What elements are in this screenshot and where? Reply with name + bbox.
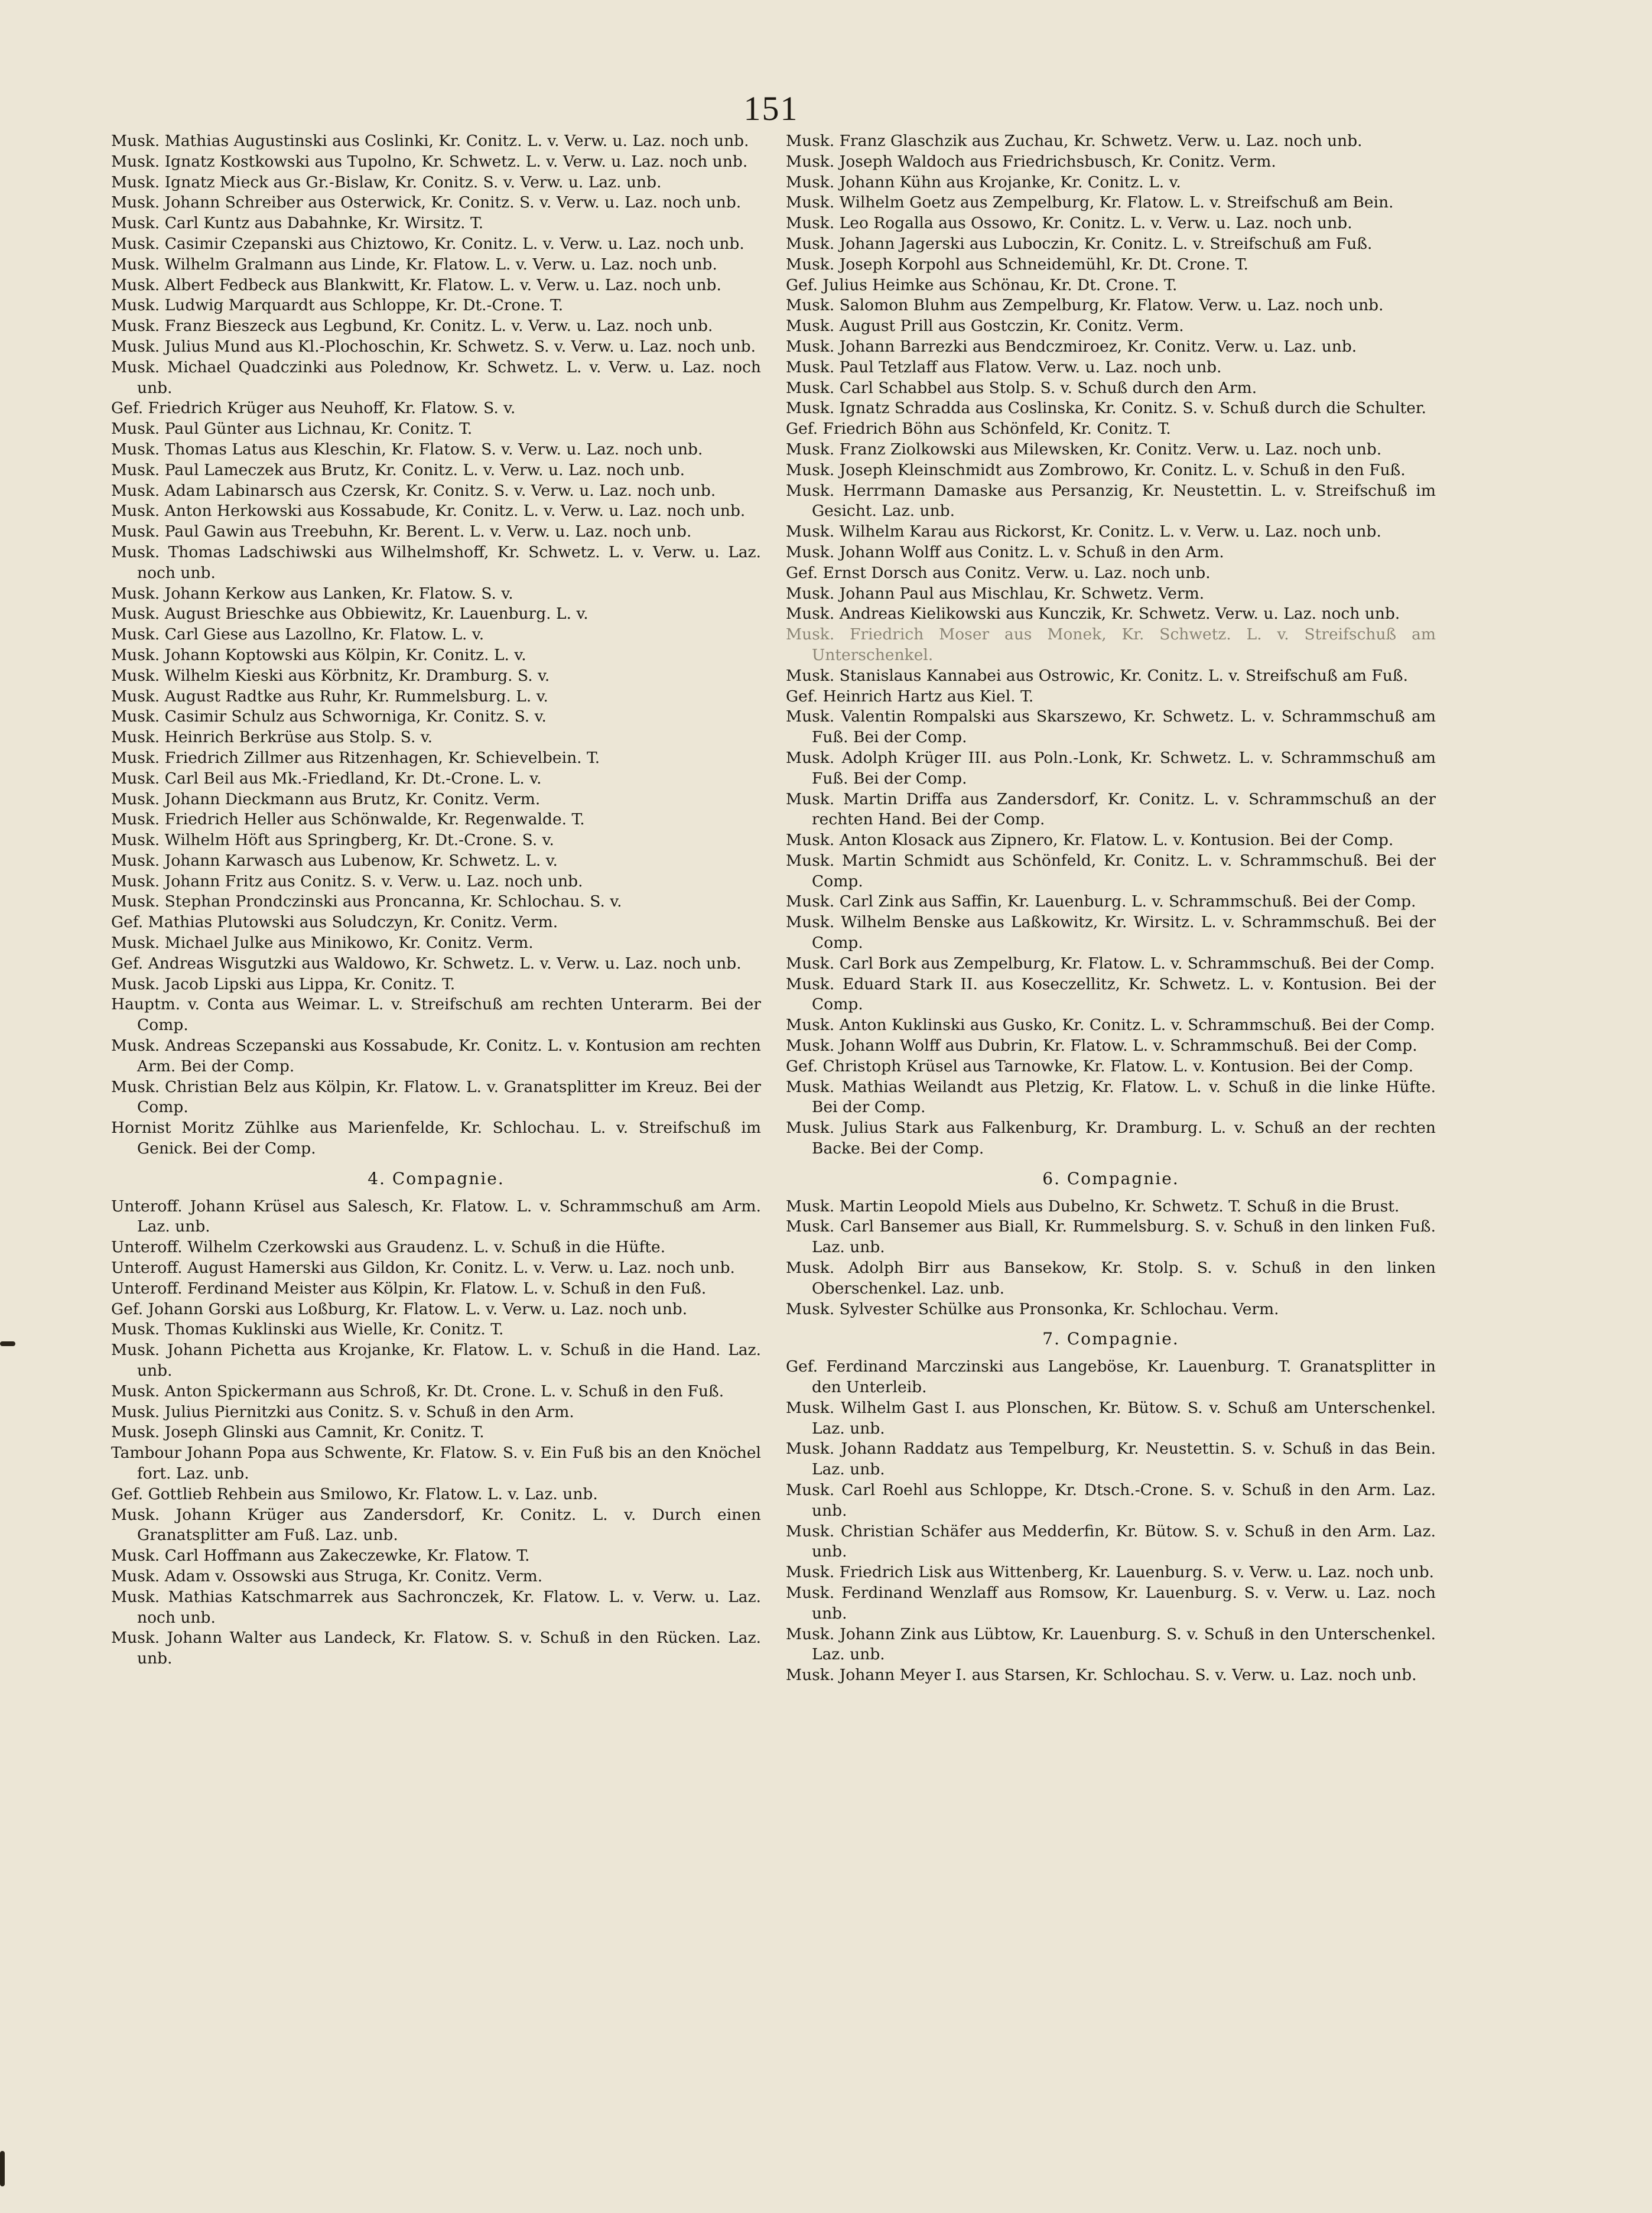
casualty-entry: Musk. Joseph Waldoch aus Friedrichsbusch, Kr. Conitz. Verm.: [786, 152, 1276, 171]
casualty-entry: Unteroff. Wilhelm Czerkowski aus Graudenz. L. v. Schuß in die Hüfte.: [111, 1238, 666, 1257]
casualty-entry: Musk. Anton Spickermann aus Schroß, Kr. Dt. Crone. L. v. Schuß in den Fuß.: [111, 1382, 724, 1400]
casualty-entry: Musk. Eduard Stark II. aus Koseczellitz, Kr. Schwetz. L. v. Kontusion. Bei der Comp.: [786, 974, 1436, 1014]
casualty-entry: Musk. Paul Tetzlaff aus Flatow. Verw. u. Laz. noch unb.: [786, 358, 1222, 376]
casualty-entry: Musk. Christian Schäfer aus Medderfin, Kr. Bütow. S. v. Schuß in den Arm. Laz. unb.: [786, 1522, 1436, 1561]
casualty-entry: Unteroff. Ferdinand Meister aus Kölpin, Kr. Flatow. L. v. Schuß in den Fuß.: [111, 1279, 707, 1298]
casualty-entry: Musk. Julius Mund aus Kl.-Plochoschin, Kr. Schwetz. S. v. Verw. u. Laz. noch unb.: [111, 337, 756, 356]
casualty-entry: Musk. Paul Günter aus Lichnau, Kr. Conitz. T.: [111, 420, 473, 438]
casualty-entry: Musk. Andreas Kielikowski aus Kunczik, Kr. Schwetz. Verw. u. Laz. noch unb.: [786, 605, 1400, 623]
casualty-entry: Musk. Wilhelm Benske aus Laßkowitz, Kr. Wirsitz. L. v. Schrammschuß. Bei der Comp.: [786, 913, 1436, 953]
casualty-entry: Musk. Johann Krüger aus Zandersdorf, Kr. Conitz. L. v. Durch einen Granatsplitter am Fuß. Laz. unb.: [111, 1505, 761, 1545]
casualty-entry: Musk. August Radtke aus Ruhr, Kr. Rummelsburg. L. v.: [111, 687, 548, 706]
casualty-entry: Musk. Anton Kuklinski aus Gusko, Kr. Conitz. L. v. Schrammschuß. Bei der Comp.: [786, 1016, 1435, 1035]
casualty-entry: Musk. Friedrich Lisk aus Wittenberg, Kr. Lauenburg. S. v. Verw. u. Laz. noch unb.: [786, 1563, 1435, 1582]
section-heading: 6. Compagnie.: [1042, 1168, 1179, 1188]
casualty-entry: Musk. Joseph Glinski aus Camnit, Kr. Conitz. T.: [111, 1423, 484, 1442]
casualty-entry: Musk. Johann Pichetta aus Krojanke, Kr. Flatow. L. v. Schuß in die Hand. Laz. unb.: [111, 1341, 761, 1380]
casualty-entry: Musk. Casimir Schulz aus Schworniga, Kr. Conitz. S. v.: [111, 707, 547, 726]
casualty-entry: Musk. Jacob Lipski aus Lippa, Kr. Conitz. T.: [111, 974, 456, 993]
casualty-entry: Musk. Joseph Kleinschmidt aus Zombrowo, Kr. Conitz. L. v. Schuß in den Fuß.: [786, 460, 1406, 479]
casualty-entry: Musk. Joseph Korpohl aus Schneidemühl, Kr. Dt. Crone. T.: [786, 255, 1248, 274]
casualty-entry: Musk. Ferdinand Wenzlaff aus Romsow, Kr. Lauenburg. S. v. Verw. u. Laz. noch unb.: [786, 1583, 1436, 1623]
casualty-entry: Musk. Friedrich Zillmer aus Ritzenhagen, Kr. Schievelbein. T.: [111, 748, 600, 767]
casualty-entry: Musk. Thomas Ladschiwski aus Wilhelmshoff, Kr. Schwetz. L. v. Verw. u. Laz. noch unb.: [111, 542, 761, 582]
casualty-entry: Musk. Sylvester Schülke aus Pronsonka, Kr. Schlochau. Verm.: [786, 1299, 1279, 1318]
casualty-entry: Musk. Leo Rogalla aus Ossowo, Kr. Conitz. L. v. Verw. u. Laz. noch unb.: [786, 214, 1352, 233]
casualty-entry: Musk. Carl Bansemer aus Biall, Kr. Rummelsburg. S. v. Schuß in den linken Fuß. Laz. unb.: [786, 1217, 1436, 1257]
casualty-entry: Musk. Wilhelm Kieski aus Körbnitz, Kr. Dramburg. S. v.: [111, 666, 550, 685]
casualty-entry: Musk. Adolph Birr aus Bansekow, Kr. Stolp. S. v. Schuß in den linken Oberschenkel. Laz. unb.: [786, 1259, 1436, 1298]
casualty-entry: Musk. Carl Hoffmann aus Zakeczewke, Kr. Flatow. T.: [111, 1546, 530, 1565]
casualty-entry: Musk. Stanislaus Kannabei aus Ostrowic, Kr. Conitz. L. v. Streifschuß am Fuß.: [786, 666, 1409, 685]
casualty-entry: Musk. Anton Herkowski aus Kossabude, Kr. Conitz. L. v. Verw. u. Laz. noch unb.: [111, 502, 746, 521]
page-number: 151: [743, 89, 799, 128]
casualty-entry: Musk. Johann Koptowski aus Kölpin, Kr. Conitz. L. v.: [111, 645, 526, 664]
casualty-entry: Musk. Johann Schreiber aus Osterwick, Kr. Conitz. S. v. Verw. u. Laz. noch unb.: [111, 193, 742, 212]
casualty-entry: Musk. Thomas Kuklinski aus Wielle, Kr. Conitz. T.: [111, 1320, 504, 1339]
casualty-entry: Musk. Thomas Latus aus Kleschin, Kr. Flatow. S. v. Verw. u. Laz. noch unb.: [111, 440, 703, 459]
casualty-entry: Musk. Christian Belz aus Kölpin, Kr. Flatow. L. v. Granatsplitter im Kreuz. Bei der Comp.: [111, 1077, 761, 1117]
casualty-entry: Musk. Johann Walter aus Landeck, Kr. Flatow. S. v. Schuß in den Rücken. Laz. unb.: [111, 1629, 761, 1668]
casualty-entry: Musk. Carl Beil aus Mk.-Friedland, Kr. Dt.-Crone. L. v.: [111, 769, 542, 788]
casualty-entry: Musk. Johann Kerkow aus Lanken, Kr. Flatow. S. v.: [111, 584, 513, 603]
casualty-entry: Unteroff. Johann Krüsel aus Salesch, Kr. Flatow. L. v. Schrammschuß am Arm. Laz. unb.: [111, 1197, 761, 1236]
casualty-entry: Musk. Carl Schabbel aus Stolp. S. v. Schuß durch den Arm.: [786, 378, 1257, 397]
casualty-entry: Musk. Martin Driffa aus Zandersdorf, Kr. Conitz. L. v. Schrammschuß an der rechten Hand. Bei der Comp.: [786, 789, 1436, 829]
casualty-entry: Musk. Johann Wolff aus Conitz. L. v. Schuß in den Arm.: [786, 542, 1224, 561]
casualty-entry: Musk. Anton Klosack aus Zipnero, Kr. Flatow. L. v. Kontusion. Bei der Comp.: [786, 831, 1394, 850]
casualty-entry: Musk. Julius Stark aus Falkenburg, Kr. Dramburg. L. v. Schuß an der rechten Backe. Bei der Comp.: [786, 1119, 1436, 1158]
casualty-entry: Musk. Franz Glaschzik aus Zuchau, Kr. Schwetz. Verw. u. Laz. noch unb.: [786, 132, 1362, 150]
casualty-entry: Musk. Paul Lameczek aus Brutz, Kr. Conitz. L. v. Verw. u. Laz. noch unb.: [111, 460, 685, 479]
casualty-entry: Musk. Johann Zink aus Lübtow, Kr. Lauenburg. S. v. Schuß in den Unterschenkel. Laz. unb.: [786, 1624, 1436, 1664]
casualty-entry: Gef. Gottlieb Rehbein aus Smilowo, Kr. Flatow. L. v. Laz. unb.: [111, 1484, 598, 1503]
casualty-entry: Musk. Johann Raddatz aus Tempelburg, Kr. Neustettin. S. v. Schuß in das Bein. Laz. unb.: [786, 1439, 1436, 1479]
casualty-entry: Musk. Mathias Katschmarrek aus Sachronczek, Kr. Flatow. L. v. Verw. u. Laz. noch unb.: [111, 1587, 761, 1627]
casualty-entry: Gef. Johann Gorski aus Loßburg, Kr. Flatow. L. v. Verw. u. Laz. noch unb.: [111, 1299, 688, 1318]
casualty-entry: Musk. Heinrich Berkrüse aus Stolp. S. v.: [111, 728, 433, 747]
casualty-entry: Musk. Johann Barrezki aus Bendczmiroez, Kr. Conitz. Verw. u. Laz. unb.: [786, 337, 1357, 356]
section-heading: 7. Compagnie.: [1042, 1329, 1179, 1349]
casualty-entry: Musk. August Brieschke aus Obbiewitz, Kr. Lauenburg. L. v.: [111, 605, 588, 623]
casualty-entry: Musk. Wilhelm Karau aus Rickorst, Kr. Conitz. L. v. Verw. u. Laz. noch unb.: [786, 522, 1381, 541]
casualty-entry: Hauptm. v. Conta aus Weimar. L. v. Streifschuß am rechten Unterarm. Bei der Comp.: [111, 995, 761, 1035]
casualty-entry: Gef. Mathias Plutowski aus Soludczyn, Kr. Conitz. Verm.: [111, 913, 558, 932]
casualty-entry: Musk. Michael Julke aus Minikowo, Kr. Conitz. Verm.: [111, 934, 534, 953]
margin-mark: [0, 2151, 5, 2186]
right-column: [786, 131, 1436, 1686]
casualty-entry: Musk. Johann Jagerski aus Luboczin, Kr. Conitz. L. v. Streifschuß am Fuß.: [786, 234, 1373, 253]
casualty-entry: Gef. Ernst Dorsch aus Conitz. Verw. u. Laz. noch unb.: [786, 563, 1211, 582]
casualty-entry: Musk. Michael Quadczinki aus Polednow, Kr. Schwetz. L. v. Verw. u. Laz. noch unb.: [111, 358, 761, 397]
casualty-entry: Musk. Johann Paul aus Mischlau, Kr. Schwetz. Verm.: [786, 584, 1205, 603]
casualty-entry: Musk. Friedrich Heller aus Schönwalde, Kr. Regenwalde. T.: [111, 810, 585, 829]
casualty-entry: Gef. Heinrich Hartz aus Kiel. T.: [786, 687, 1034, 706]
casualty-entry: Gef. Andreas Wisgutzki aus Waldowo, Kr. Schwetz. L. v. Verw. u. Laz. noch unb.: [111, 954, 742, 973]
casualty-entry: Gef. Ferdinand Marczinski aus Langeböse, Kr. Lauenburg. T. Granatsplitter in den Unterleib.: [786, 1357, 1436, 1397]
casualty-entry: Musk. Paul Gawin aus Treebuhn, Kr. Berent. L. v. Verw. u. Laz. noch unb.: [111, 522, 692, 541]
casualty-entry: Musk. Johann Wolff aus Dubrin, Kr. Flatow. L. v. Schrammschuß. Bei der Comp.: [786, 1036, 1417, 1055]
casualty-entry: Musk. Wilhelm Gast I. aus Plonschen, Kr. Bütow. S. v. Schuß am Unterschenkel. Laz. unb.: [786, 1398, 1436, 1438]
casualty-entry: Musk. Carl Giese aus Lazollno, Kr. Flatow. L. v.: [111, 625, 484, 644]
casualty-entry: Musk. Albert Fedbeck aus Blankwitt, Kr. Flatow. L. v. Verw. u. Laz. noch unb.: [111, 275, 721, 294]
casualty-entry: Musk. Adolph Krüger III. aus Poln.-Lonk, Kr. Schwetz. L. v. Schrammschuß am Fuß. Bei der Comp.: [786, 748, 1436, 788]
margin-mark: [0, 1341, 15, 1346]
casualty-entry: Musk. Adam v. Ossowski aus Struga, Kr. Conitz. Verm.: [111, 1567, 543, 1585]
casualty-entry: Musk. Johann Karwasch aus Lubenow, Kr. Schwetz. L. v.: [111, 851, 558, 870]
casualty-entry: Musk. Carl Kuntz aus Dabahnke, Kr. Wirsitz. T.: [111, 214, 484, 233]
casualty-entry: Tambour Johann Popa aus Schwente, Kr. Flatow. S. v. Ein Fuß bis an den Knöchel fort. Laz. unb.: [111, 1444, 761, 1483]
casualty-entry: Musk. Mathias Augustinski aus Coslinki, Kr. Conitz. L. v. Verw. u. Laz. noch unb.: [111, 132, 749, 150]
section-heading: 4. Compagnie.: [368, 1168, 505, 1188]
casualty-entry: Musk. Adam Labinarsch aus Czersk, Kr. Conitz. S. v. Verw. u. Laz. noch unb.: [111, 481, 716, 500]
casualty-entry: Musk. Ignatz Mieck aus Gr.-Bislaw, Kr. Conitz. S. v. Verw. u. Laz. unb.: [111, 173, 662, 191]
casualty-entry: Gef. Friedrich Krüger aus Neuhoff, Kr. Flatow. S. v.: [111, 399, 516, 418]
casualty-entry: Musk. Johann Meyer I. aus Starsen, Kr. Schlochau. S. v. Verw. u. Laz. noch unb.: [786, 1666, 1417, 1685]
casualty-entry: Musk. Ignatz Kostkowski aus Tupolno, Kr. Schwetz. L. v. Verw. u. Laz. noch unb.: [111, 152, 748, 171]
casualty-entry: Musk. Johann Kühn aus Krojanke, Kr. Conitz. L. v.: [786, 173, 1181, 191]
casualty-entry: Musk. Franz Bieszeck aus Legbund, Kr. Conitz. L. v. Verw. u. Laz. noch unb.: [111, 317, 713, 336]
casualty-entry: Musk. Johann Fritz aus Conitz. S. v. Verw. u. Laz. noch unb.: [111, 872, 583, 891]
left-column: [111, 131, 761, 1669]
casualty-entry: Musk. Ignatz Schradda aus Coslinska, Kr. Conitz. S. v. Schuß durch die Schulter.: [786, 399, 1427, 418]
casualty-entry: Musk. Franz Ziolkowski aus Milewsken, Kr. Conitz. Verw. u. Laz. noch unb.: [786, 440, 1382, 459]
casualty-entry: Musk. August Prill aus Gostczin, Kr. Conitz. Verm.: [786, 317, 1184, 336]
casualty-entry: Musk. Carl Roehl aus Schloppe, Kr. Dtsch.-Crone. S. v. Schuß in den Arm. Laz. unb.: [786, 1481, 1436, 1520]
casualty-entry: Musk. Mathias Weilandt aus Pletzig, Kr. Flatow. L. v. Schuß in die linke Hüfte. Bei der Comp.: [786, 1077, 1436, 1117]
casualty-entry: Musk. Wilhelm Höft aus Springberg, Kr. Dt.-Crone. S. v.: [111, 831, 554, 850]
casualty-entry: Gef. Christoph Krüsel aus Tarnowke, Kr. Flatow. L. v. Kontusion. Bei der Comp.: [786, 1057, 1414, 1075]
casualty-entry: Musk. Friedrich Moser aus Monek, Kr. Schwetz. L. v. Streifschuß am Unterschenkel.: [786, 625, 1436, 664]
casualty-entry: Unteroff. August Hamerski aus Gildon, Kr. Conitz. L. v. Verw. u. Laz. noch unb.: [111, 1259, 735, 1278]
casualty-entry: Musk. Julius Piernitzki aus Conitz. S. v. Schuß in den Arm.: [111, 1402, 574, 1421]
casualty-entry: Musk. Martin Schmidt aus Schönfeld, Kr. Conitz. L. v. Schrammschuß. Bei der Comp.: [786, 851, 1436, 891]
casualty-entry: Musk. Carl Zink aus Saffin, Kr. Lauenburg. L. v. Schrammschuß. Bei der Comp.: [786, 892, 1416, 911]
casualty-entry: Gef. Julius Heimke aus Schönau, Kr. Dt. Crone. T.: [786, 275, 1178, 294]
casualty-entry: Musk. Stephan Prondczinski aus Proncanna, Kr. Schlochau. S. v.: [111, 892, 622, 911]
casualty-entry: Hornist Moritz Zühlke aus Marienfelde, Kr. Schlochau. L. v. Streifschuß im Genick. Bei der Comp.: [111, 1119, 761, 1158]
casualty-entry: Musk. Salomon Bluhm aus Zempelburg, Kr. Flatow. Verw. u. Laz. noch unb.: [786, 296, 1384, 315]
casualty-entry: Musk. Wilhelm Goetz aus Zempelburg, Kr. Flatow. L. v. Streifschuß am Bein.: [786, 193, 1394, 212]
casualty-entry: Musk. Herrmann Damaske aus Persanzig, Kr. Neustettin. L. v. Streifschuß im Gesicht. Laz. unb.: [786, 481, 1436, 521]
casualty-entry: Musk. Johann Dieckmann aus Brutz, Kr. Conitz. Verm.: [111, 789, 541, 808]
casualty-entry: Musk. Casimir Czepanski aus Chiztowo, Kr. Conitz. L. v. Verw. u. Laz. noch unb.: [111, 234, 744, 253]
casualty-entry: Musk. Martin Leopold Miels aus Dubelno, Kr. Schwetz. T. Schuß in die Brust.: [786, 1197, 1400, 1216]
casualty-entry: Musk. Ludwig Marquardt aus Schloppe, Kr. Dt.-Crone. T.: [111, 296, 564, 315]
casualty-entry: Musk. Wilhelm Gralmann aus Linde, Kr. Flatow. L. v. Verw. u. Laz. noch unb.: [111, 255, 717, 274]
casualty-entry: Musk. Carl Bork aus Zempelburg, Kr. Flatow. L. v. Schrammschuß. Bei der Comp.: [786, 954, 1435, 973]
casualty-entry: Musk. Valentin Rompalski aus Skarszewo, Kr. Schwetz. L. v. Schrammschuß am Fuß. Bei der Comp.: [786, 707, 1436, 747]
casualty-entry: Gef. Friedrich Böhn aus Schönfeld, Kr. Conitz. T.: [786, 420, 1171, 438]
casualty-entry: Musk. Andreas Sczepanski aus Kossabude, Kr. Conitz. L. v. Kontusion am rechten Arm. Bei der Comp.: [111, 1036, 761, 1075]
